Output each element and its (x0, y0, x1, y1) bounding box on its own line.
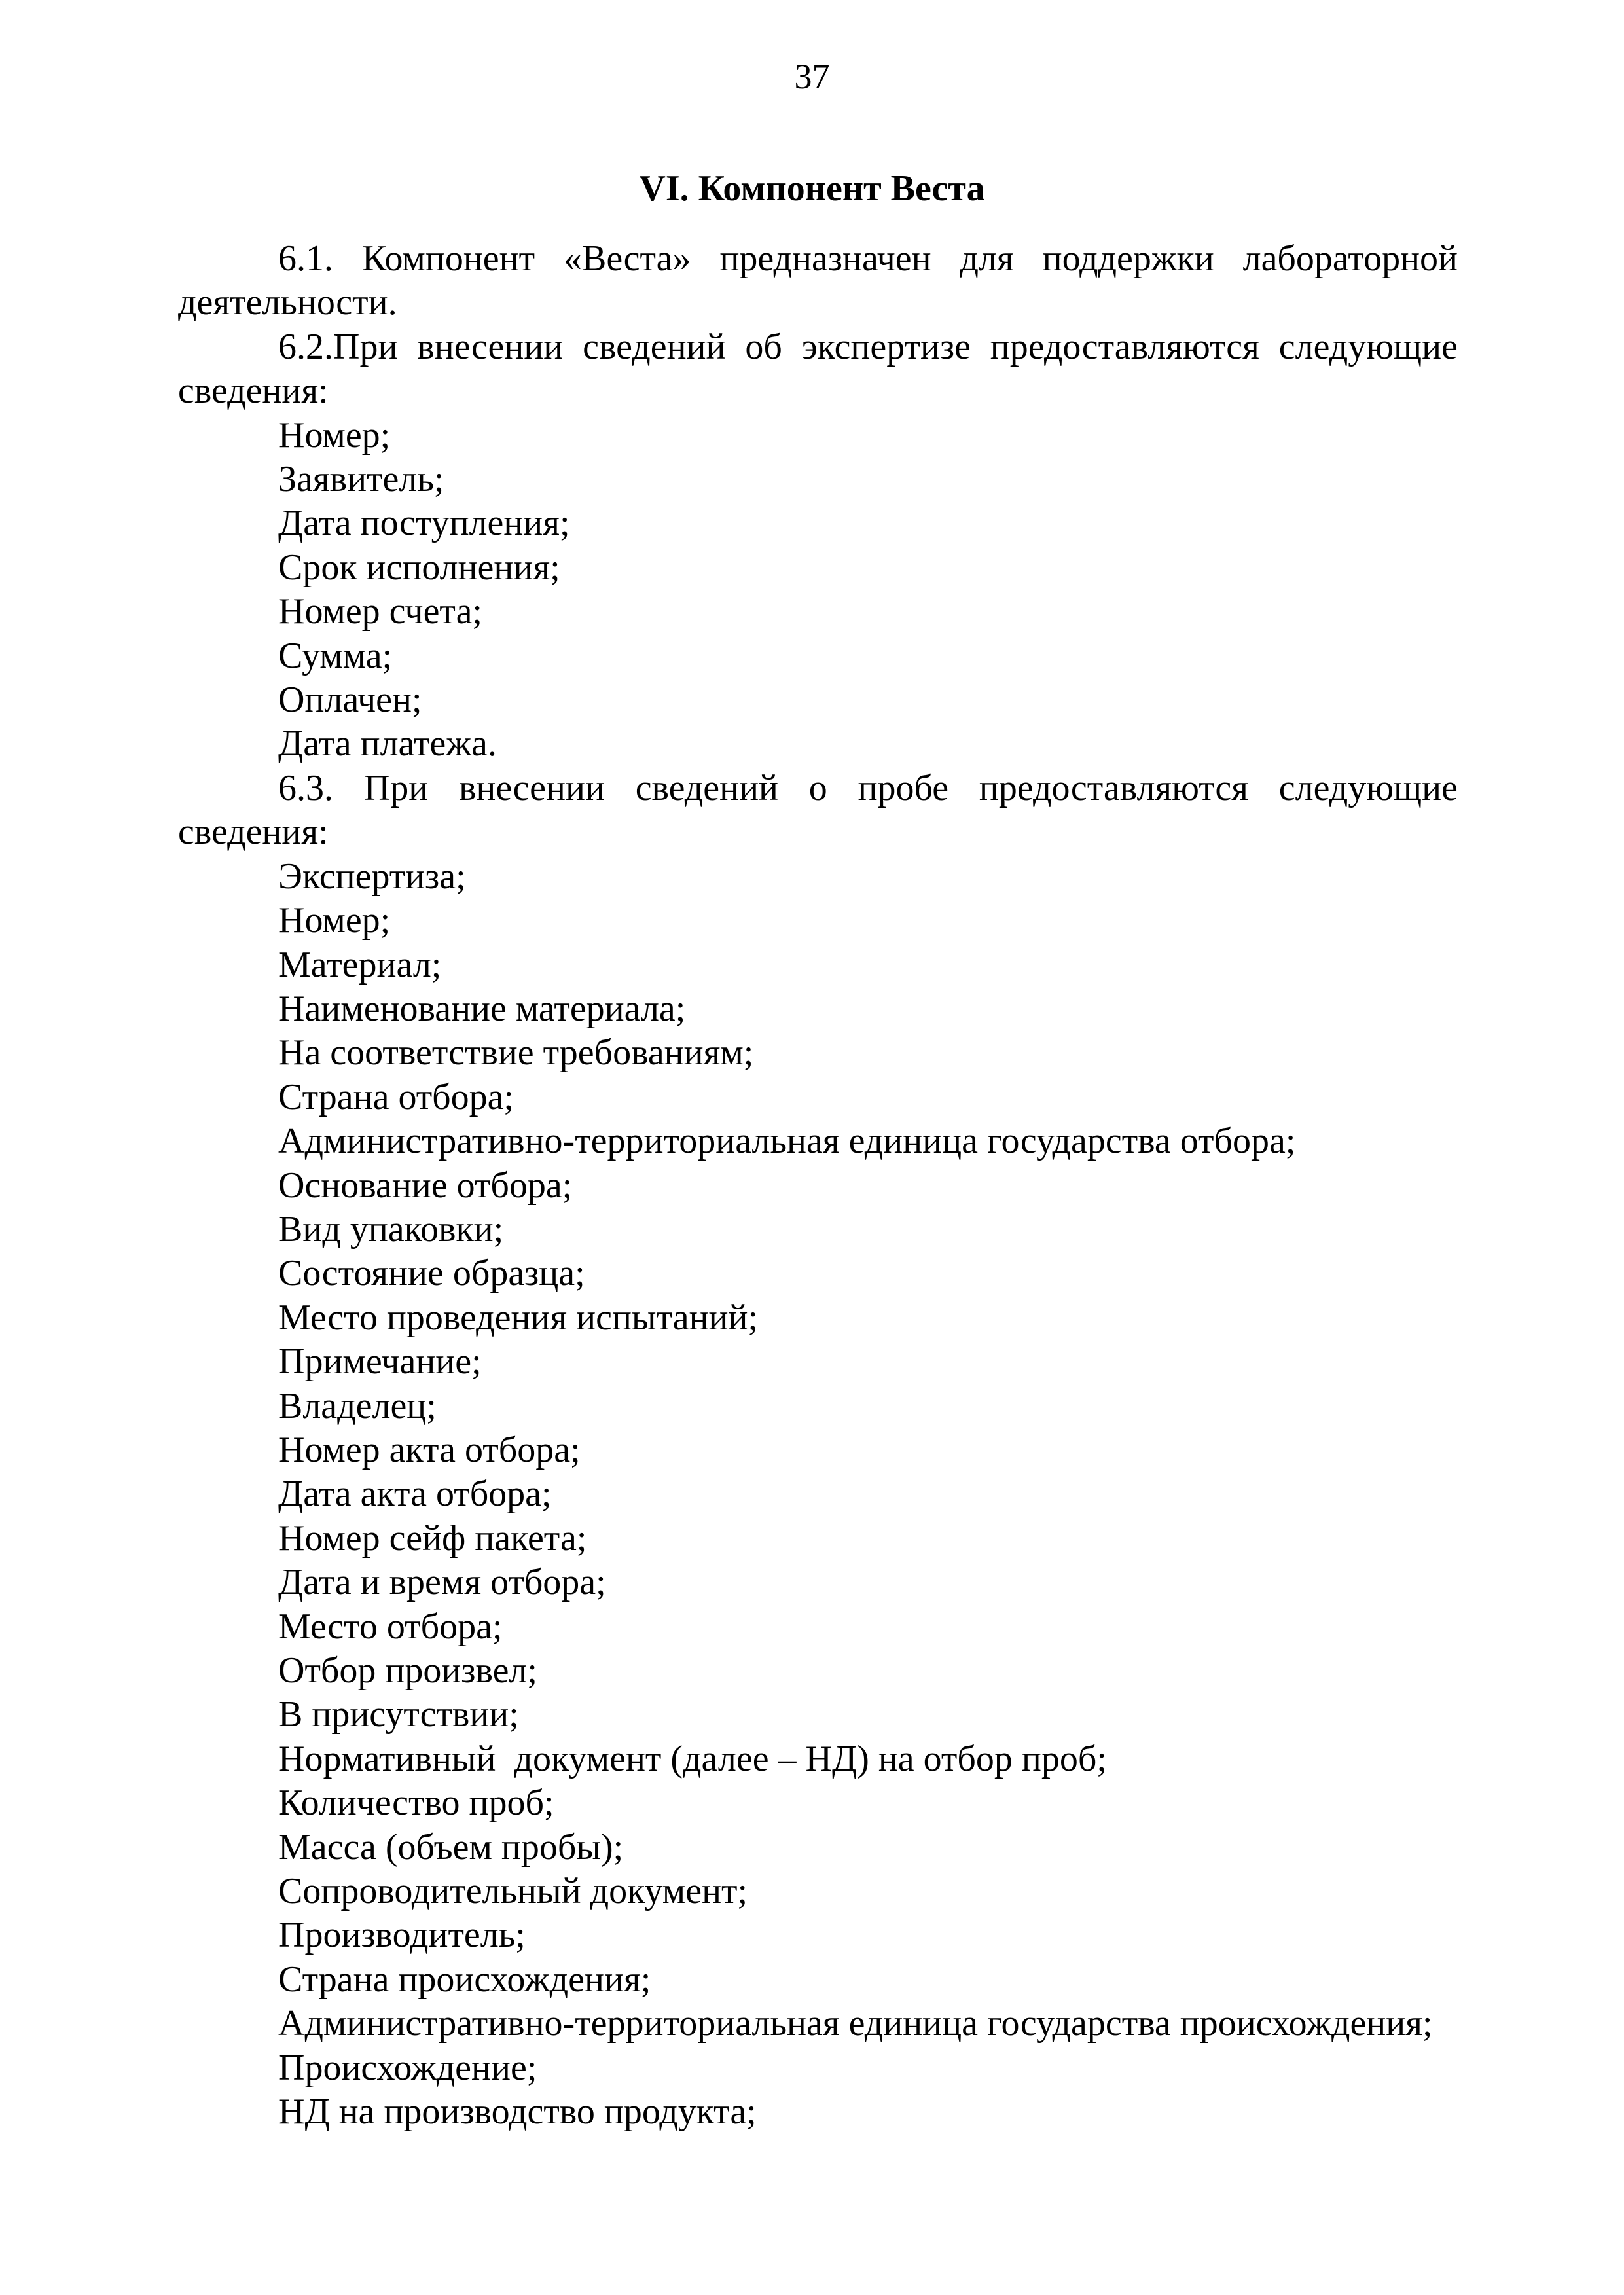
list-item: Отбор произвел; (278, 1650, 537, 1691)
list-expertise-fields (178, 414, 1458, 767)
list-item: Состояние образца; (278, 1253, 585, 1294)
list-item: Номер счета; (278, 591, 482, 632)
list-item: НД на производство продукта; (278, 2091, 757, 2133)
list-item: Оплачен; (278, 679, 422, 721)
list-item: Срок исполнения; (278, 547, 560, 588)
list-item: Количество проб; (278, 1782, 554, 1824)
list-item: Номер; (278, 414, 391, 456)
section-title: VI. Компонент Веста (639, 168, 985, 209)
list-sample-fields (178, 855, 1458, 2135)
document-body (178, 237, 1458, 2134)
list-item: Производитель; (278, 1915, 526, 1956)
list-item: Владелец; (278, 1385, 437, 1426)
list-item: Происхождение; (278, 2047, 537, 2088)
paragraph-6-3: 6.3. При внесении сведений о пробе предоставляются следующие сведения: (178, 767, 1458, 853)
list-item: Место проведения испытаний; (278, 1297, 759, 1338)
list-item: Масса (объем пробы); (278, 1826, 624, 1868)
list-item: Дата платежа. (278, 723, 497, 765)
list-item: Примечание; (278, 1341, 482, 1382)
list-item: Административно-территориальная единица государства отбора; (278, 1121, 1296, 1162)
list-item: Страна отбора; (278, 1076, 514, 1117)
list-item: Дата поступления; (278, 503, 570, 544)
list-item: Вид упаковки; (278, 1208, 504, 1250)
list-item: На соответствие требованиям; (278, 1032, 754, 1074)
list-item: Административно-территориальная единица государства происхождения; (278, 2003, 1433, 2044)
list-item: В присутствии; (278, 1694, 519, 1735)
list-item: Экспертиза; (278, 856, 466, 897)
list-item: Дата акта отбора; (278, 1473, 552, 1515)
list-item: Страна происхождения; (278, 1959, 651, 2000)
list-item: Номер сейф пакета; (278, 1517, 587, 1559)
list-item: Номер; (278, 900, 391, 941)
list-item: Материал; (278, 944, 442, 985)
list-item: Наименование материала; (278, 988, 686, 1029)
list-item: Место отбора; (278, 1606, 503, 1647)
list-item: Номер акта отбора; (278, 1429, 581, 1470)
list-item: Сопроводительный документ; (278, 1871, 748, 1912)
list-item: Основание отбора; (278, 1165, 573, 1206)
page-number: 37 (794, 57, 830, 96)
list-item: Нормативный документ (далее – НД) на отбор проб; (278, 1738, 1107, 1779)
paragraph-6-2: 6.2.При внесении сведений об экспертизе предоставляются следующие сведения: (178, 326, 1458, 412)
paragraph-6-1: 6.1. Компонент «Веста» предназначен для поддержки лабораторной деятельности. (178, 238, 1458, 323)
list-item: Заявитель; (278, 459, 444, 500)
list-item: Сумма; (278, 635, 393, 676)
list-item: Дата и время отбора; (278, 1562, 606, 1603)
